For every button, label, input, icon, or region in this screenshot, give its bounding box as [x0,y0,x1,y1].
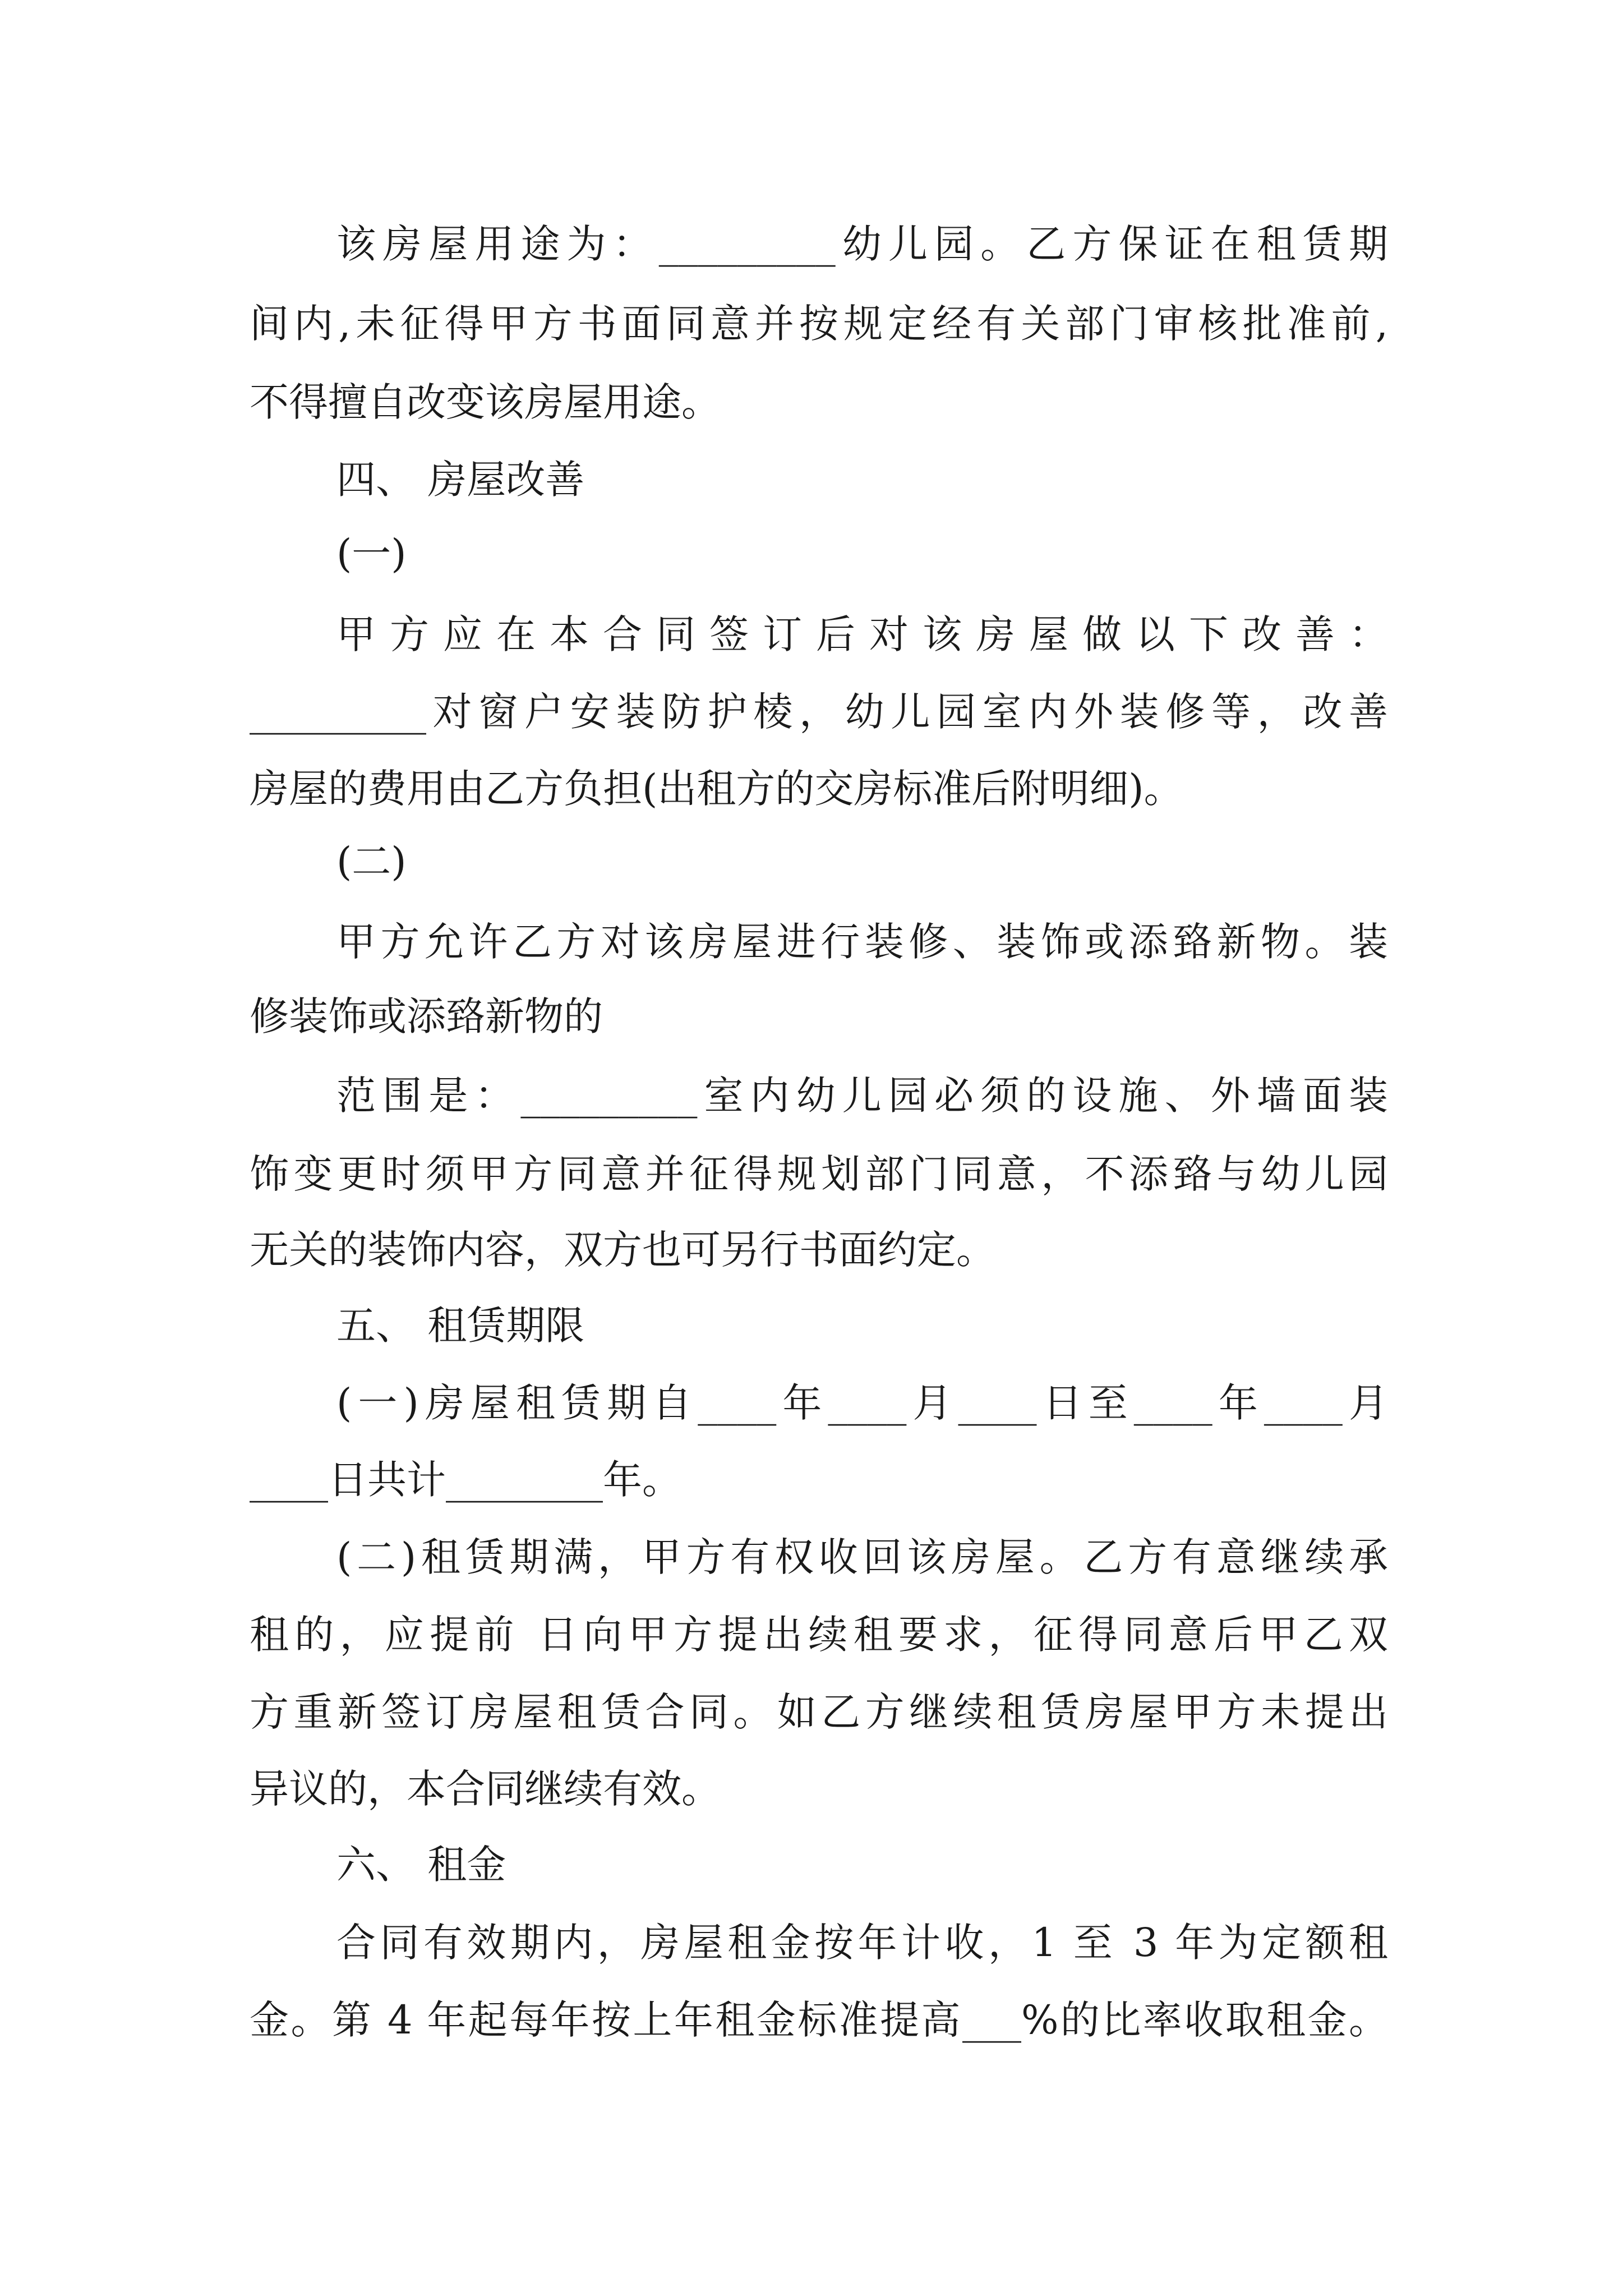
paragraph-line: 合同有效期内，房屋租金按年计收，1 至 3 年为定额租 [336,1920,1388,1966]
paragraph-line: 甲方允许乙方对该房屋进行装修、装饰或添臵新物。装 [336,919,1388,965]
paragraph-line: (一)房屋租赁期自____年____月____日至____年____月 [336,1380,1388,1426]
section-heading: 六、 租金 [336,1842,506,1888]
section-heading: 五、 租赁期限 [336,1303,585,1349]
paragraph-line: _________对窗户安装防护棱，幼儿园室内外装修等，改善 [250,689,1388,735]
paragraph-line: 间内,未征得甲方书面同意并按规定经有关部门审核批准前, [250,301,1388,347]
paragraph-line: 租的，应提前 日向甲方提出续租要求，征得同意后甲乙双 [250,1612,1388,1658]
paragraph-line: 范围是：_________室内幼儿园必须的设施、外墙面装 [336,1073,1388,1119]
paragraph-line: 无关的装饰内容，双方也可另行书面约定。 [250,1227,995,1273]
paragraph-line: 金。第 4 年起每年按上年租金标准提高___%的比率收取租金。 [250,1997,1388,2043]
paragraph-line: 房屋的费用由乙方负担(出租方的交房标准后附明细)。 [250,766,1183,812]
paragraph-line: (二)租赁期满，甲方有权收回该房屋。乙方有意继续承 [336,1534,1388,1580]
paragraph-line: ____日共计________年。 [250,1457,681,1503]
paragraph-line: 饰变更时须甲方同意并征得规划部门同意，不添臵与幼儿园 [250,1151,1388,1197]
paragraph-line: 异议的，本合同继续有效。 [250,1766,721,1812]
paragraph-line: 不得擅自改变该房屋用途。 [250,379,721,425]
subsection-number: (二) [336,839,407,885]
paragraph-line: 该房屋用途为：_________幼儿园。乙方保证在租赁期 [336,221,1388,267]
paragraph-line: 甲方应在本合同签订后对该房屋做以下改善： [336,611,1388,657]
paragraph-line: 修装饰或添臵新物的 [250,993,603,1039]
subsection-number: (一) [336,531,407,577]
paragraph-line: 方重新签订房屋租赁合同。如乙方继续租赁房屋甲方未提出 [250,1689,1388,1735]
section-heading: 四、 房屋改善 [336,457,585,503]
